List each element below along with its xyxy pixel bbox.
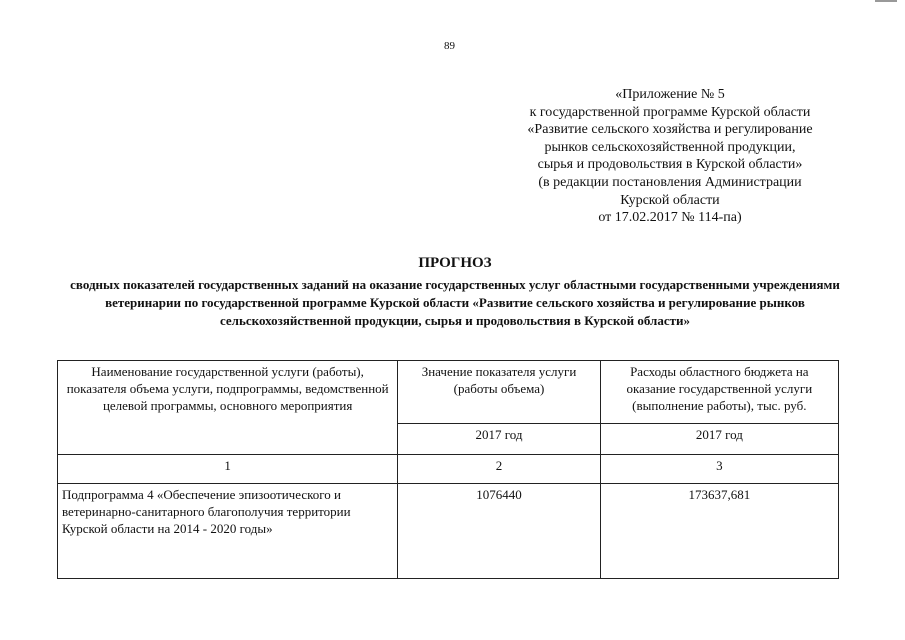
document-subtitle: сводных показателей государственных заданий на оказание государственных услуг областными государственными учреждениями ветеринарии по государственной программе Курской области «Развитие сельского хозяйства и регулирование рынков сельскохозяйственной продукции, сырья и продовольствия в Курской области» [70,277,840,328]
appendix-line: (в редакции постановления Администрации [538,174,802,190]
appendix-line: рынков сельскохозяйственной продукции, [544,139,796,155]
header-year-expenses: 2017 год [600,424,838,455]
column-number: 2 [398,455,600,484]
appendix-line: от 17.02.2017 № 114-па) [598,210,742,226]
appendix-line: «Развитие сельского хозяйства и регулирование [527,122,813,138]
table-header-row [58,361,839,424]
table-column-numbers-row [58,455,839,484]
row-subprogram-name: Подпрограмма 4 «Обеспечение эпизоотического и ветеринарно-санитарного благополучия территории Курской области на 2014 - 2020 годы» [58,484,398,579]
column-number: 1 [58,455,398,484]
column-number: 3 [600,455,838,484]
document-title: ПРОГНОЗ [418,255,492,271]
page-number: 89 [444,40,455,52]
document-title-block [60,254,850,330]
row-budget-expenses: 173637,681 [600,484,838,579]
scan-edge-mark [875,0,897,2]
header-budget-expenses: Расходы областного бюджета на оказание государственной услуги (выполнение работы), тыс. руб. [600,361,838,424]
appendix-line: «Приложение № 5 [615,87,725,102]
header-indicator-value: Значение показателя услуги (работы объема) [398,361,600,424]
row-indicator-value: 1076440 [398,484,600,579]
table-row [58,484,839,579]
header-year-value: 2017 год [398,424,600,455]
header-service-name: Наименование государственной услуги (работы), показателя объема услуги, подпрограммы, ведомственной целевой программы, основного мероприятия [58,361,398,455]
appendix-line: сырья и продовольствия в Курской области» [537,157,803,173]
appendix-reference [500,86,840,227]
appendix-line: к государственной программе Курской области [529,104,811,120]
forecast-table [57,360,839,579]
appendix-line: Курской области [620,192,720,208]
